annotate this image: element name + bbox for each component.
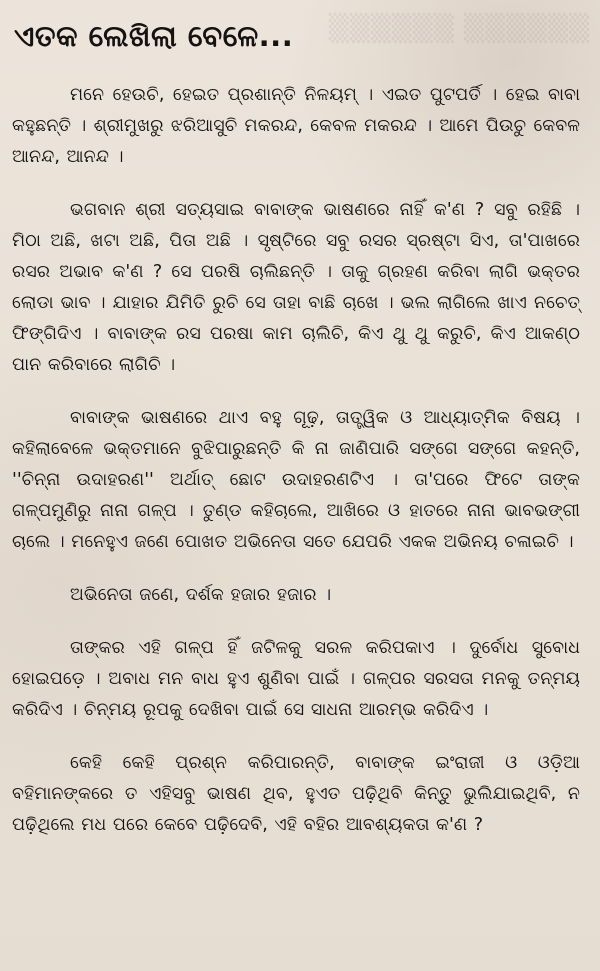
paragraph-4: ଅଭିନେତା ଜଣେ, ଦର୍ଶକ ହଜାର ହଜାର ।	[70, 585, 332, 605]
paragraph-5: ତାଙ୍କର ଏହି ଗଳ୍ପ ହିଁ ଜଟିଳକୁ ସରଳ କରିପକାଏ । ଦୁର୍ବୋଧ ସୁବୋଧ ହୋଇପଡ଼େ । ଅବାଧ ମନ ବାଧ ହୁଏ ଶୁଣିବା ପାଇଁ । ଗଳ୍ପର ସରସତା ମନକୁ ତନ୍ମୟ କରିଦିଏ । ଚିନ୍ମୟ ରୂପକୁ ଦେଖିବା ପାଇଁ ସେ ସାଧନା ଆରମ୍ଭ କରିଦିଏ ।	[12, 638, 580, 720]
page-title: ଏତକ ଲେଖିଲା ବେଳେ...	[14, 19, 294, 53]
bleed-through-text: ▒▒▒▒▒▒ ▒▒▒▒▒▒	[328, 14, 590, 44]
paragraph-6: କେହି କେହି ପ୍ରଶ୍ନ କରିପାରନ୍ତି, ବାବାଙ୍କ ଇଂରାଜୀ ଓ ଓଡ଼ିଆ ବହିମାନଙ୍କରେ ତ ଏହିସବୁ ଭାଷଣ ଥିବ, ହୁଏତ ପଢ଼ିଥିବି କିନ୍ତୁ ଭୁଲିଯାଇଥିବି, ନ ପଢ଼ିଥିଲେ ମଧ ପରେ କେବେ ପଢ଼ିଦେବି, ଏହି ବହିର ଆବଶ୍ୟକତା କ'ଣ ?	[12, 753, 580, 835]
paragraph-2: ଭଗବାନ ଶ୍ରୀ ସତ୍ୟସାଇ ବାବାଙ୍କ ଭାଷଣରେ ନାହିଁ କ'ଣ ? ସବୁ ରହିଛି । ମିଠା ଅଛି, ଖଟା ଅଛି, ପିତା ଅଛି । ସୃଷ୍ଟିରେ ସବୁ ରସର ସ୍ରଷ୍ଟା ସିଏ, ତା'ପାଖରେ ରସର ଅଭାବ କ'ଣ ? ସେ ପରଷି ଚାଲିଛନ୍ତି । ତାକୁ ଗ୍ରହଣ କରିବା ଲାଗି ଭକ୍ତର ଲୋଡା ଭାବ । ଯାହାର ଯିମିତି ରୁଚି ସେ ତାହା ବାଛି ଚାଖେ । ଭଲ ଲାଗିଲେ ଖାଏ ନଚେତ୍ ଫିଙ୍ଗିଦିଏ । ବାବାଙ୍କ ରସ ପରଷା କାମ ଚାଲିଚି, କିଏ ଥୁ ଥୁ କରୁଚି, କିଏ ଆକଣ୍ଠ ପାନ କରିବାରେ ଲାଗିଚି ।	[12, 200, 580, 375]
paragraph-3: ବାବାଙ୍କ ଭାଷଣରେ ଥାଏ ବହୁ ଗୂଢ଼, ତାତ୍ତ୍ୱିକ ଓ ଆଧ୍ୟାତ୍ମିକ ବିଷୟ । କହିଲାବେଳେ ଭକ୍ତମାନେ ବୁଝିପାରୁଛନ୍ତି କି ନା ଜାଣିପାରି ସଙ୍ଗେ ସଙ୍ଗେ କହନ୍ତି, ''ଚିନ୍ନା ଉଦାହରଣ'' ଅର୍ଥାତ୍ ଛୋଟ ଉଦାହରଣଟିଏ । ତା'ପରେ ଫିଟେ ତାଙ୍କ ଗଳ୍ପମୁଣିରୁ ନାନା ଗଳ୍ପ । ତୁଣ୍ଡ କହିଚାଲେ, ଆଖିରେ ଓ ହାତରେ ନାନା ଭାବଭଙ୍ଗୀ ଚାଲେ । ମନେହୁଏ ଜଣେ ପୋଖତ ଅଭିନେତା ସତେ ଯେପରି ଏକକ ଅଭିନୟ ଚଳାଇଚି ।	[12, 408, 580, 552]
paragraph-1: ମନେ ହେଉଚି, ହେଇତ ପ୍ରଶାନ୍ତି ନିଳୟମ୍ । ଏଇତ ପୁଟପର୍ତି । ହେଇ ବାବା କହୁଛନ୍ତି । ଶ୍ରୀମୁଖରୁ ଝରିଆସୁଚି ମକରନ୍ଦ, କେବଳ ମକରନ୍ଦ । ଆମେ ପିଉଚୁ କେବଳ ଆନନ୍ଦ, ଆନନ୍ଦ ।	[12, 85, 580, 167]
